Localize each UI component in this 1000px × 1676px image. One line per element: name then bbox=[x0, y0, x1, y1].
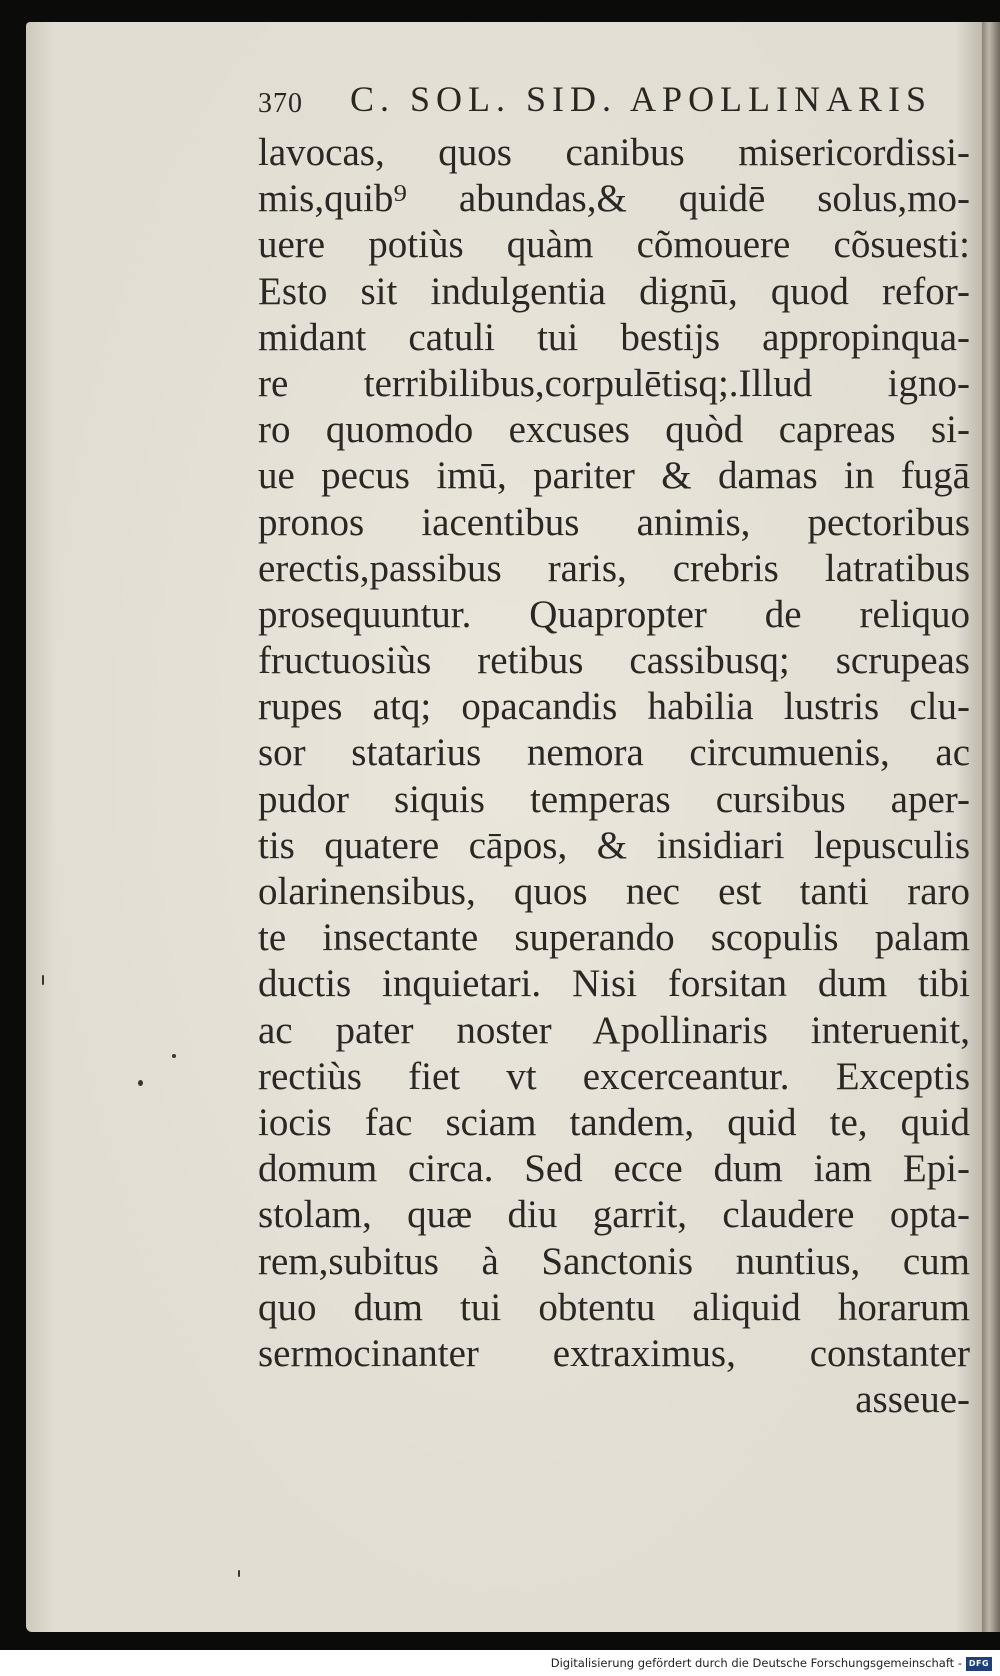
text-line: te insectante superando scopulis palam bbox=[258, 916, 970, 960]
text-line: pronos iacentibus animis, pectoribus bbox=[258, 500, 970, 544]
text-line: domum circa. Sed ecce dum iam Epi- bbox=[258, 1147, 970, 1191]
running-title: C. SOL. SID. APOLLINARIS bbox=[350, 79, 933, 119]
text-line: sor statarius nemora circumuenis, ac bbox=[258, 731, 970, 775]
text-line: ro quomodo excuses quòd capreas si- bbox=[258, 408, 970, 452]
funding-credit: Digitalisierung gefördert durch die Deutsche Forschungsgemeinschaft - bbox=[550, 1656, 962, 1670]
body-text bbox=[258, 130, 970, 1423]
text-line: re terribilibus,corpulētisq;.Illud igno- bbox=[258, 361, 970, 405]
footer-bar bbox=[0, 1650, 1000, 1676]
text-line: stolam, quæ diu garrit, claudere opta- bbox=[258, 1193, 970, 1237]
text-line: tis quatere cāpos, & insidiari lepusculis bbox=[258, 823, 970, 867]
text-line: fructuosiùs retibus cassibusq; scrupeas bbox=[258, 639, 970, 683]
text-line: iocis fac sciam tandem, quid te, quid bbox=[258, 1100, 970, 1144]
text-line: rem,subitus à Sanctonis nuntius, cum bbox=[258, 1239, 970, 1283]
text-line: midant catuli tui bestijs appropinqua- bbox=[258, 315, 970, 359]
text-line: Esto sit indulgentia dignū, quod refor- bbox=[258, 269, 970, 313]
text-line: prosequuntur. Quapropter de reliquo bbox=[258, 592, 970, 636]
text-line: quo dum tui obtentu aliquid horarum bbox=[258, 1285, 970, 1329]
page-number: 370 bbox=[258, 88, 303, 119]
ink-speck bbox=[138, 1080, 143, 1086]
catchword: asseue- bbox=[855, 1378, 970, 1422]
text-line: uere potiùs quàm cõmouere cõsuesti: bbox=[258, 223, 970, 267]
text-line: ac pater noster Apollinaris interuenit, bbox=[258, 1008, 970, 1052]
text-line: lavocas, quos canibus misericordissi- bbox=[258, 131, 970, 174]
text-line: pudor siquis temperas cursibus aper- bbox=[258, 777, 970, 821]
ink-speck bbox=[172, 1054, 176, 1058]
text-line: erectis,passibus raris, crebris latratibus bbox=[258, 546, 970, 590]
text-line: mis,quib⁹ abundas,& quidē solus,mo- bbox=[258, 177, 970, 221]
page-edge bbox=[982, 22, 1000, 1632]
dfg-logo-icon: DFG bbox=[966, 1657, 992, 1671]
ink-speck bbox=[42, 975, 44, 985]
text-line: rectiùs fiet vt excerceantur. Exceptis bbox=[258, 1054, 970, 1098]
text-line: ue pecus imū, pariter & damas in fugā bbox=[258, 454, 970, 498]
ink-speck bbox=[238, 1570, 240, 1577]
text-line: ductis inquietari. Nisi forsitan dum tibi bbox=[258, 962, 970, 1006]
text-line: rupes atq; opacandis habilia lustris clu- bbox=[258, 685, 970, 729]
text-line: olarinensibus, quos nec est tanti raro bbox=[258, 870, 970, 913]
text-line: sermocinanter extraximus, constanter bbox=[258, 1331, 970, 1375]
running-head bbox=[258, 78, 938, 128]
